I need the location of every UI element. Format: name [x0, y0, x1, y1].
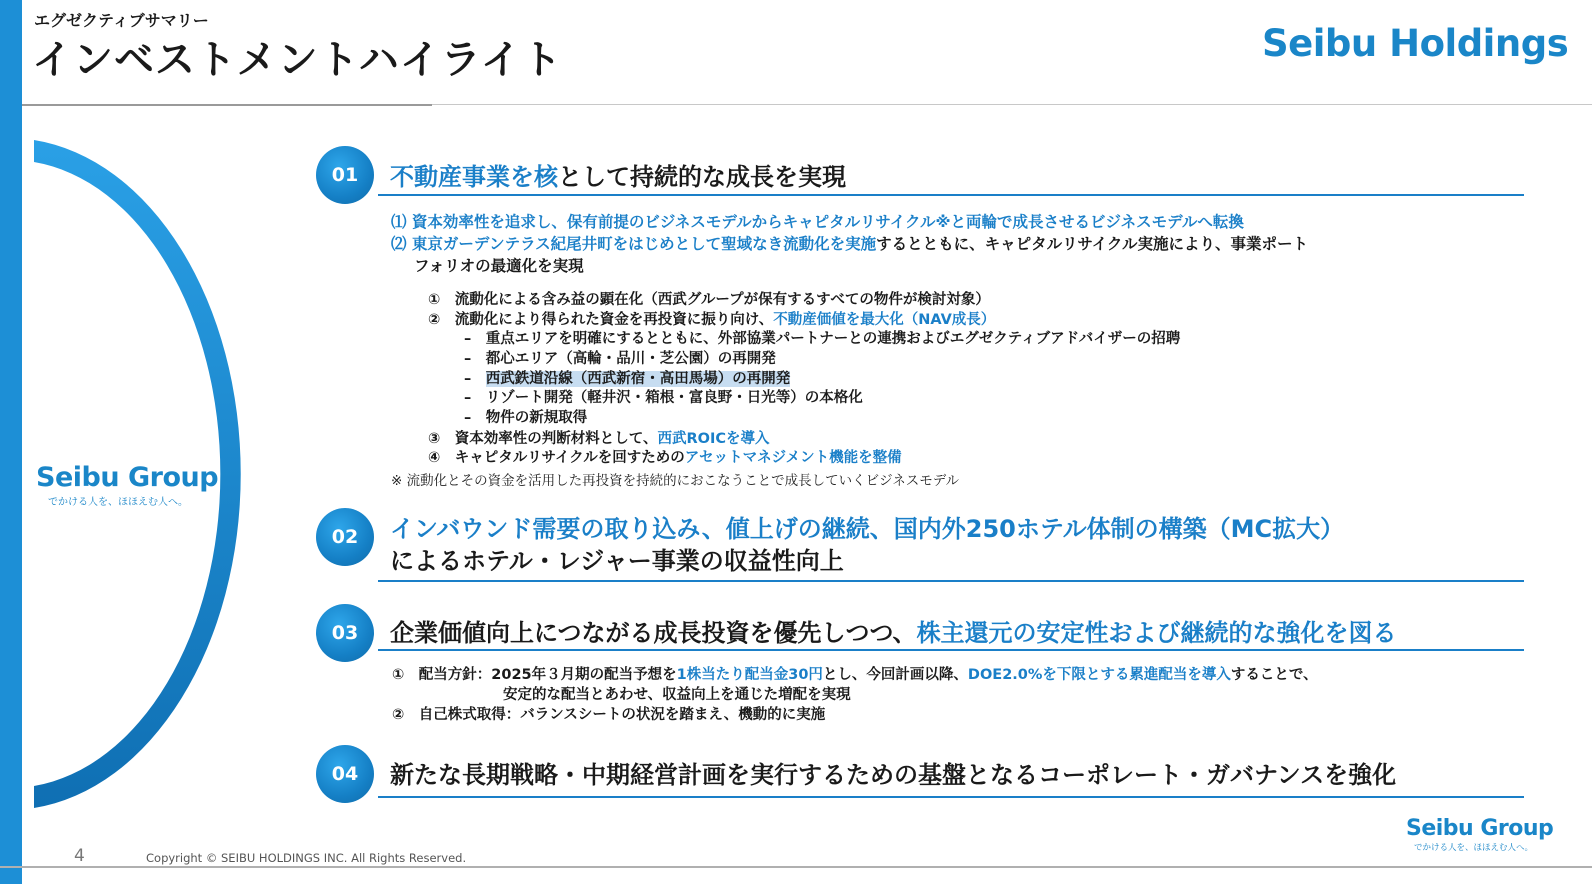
section-04-rule [378, 796, 1524, 798]
section-01-point-1: ⑴ 資本効率性を追求し、保有前提のビジネスモデルからキャピタルリサイクル※と両輪で成長させるビジネスモデルへ転換 [391, 213, 1244, 231]
section-01-subitem-3-highlighted: 西武鉄道沿線（西武新宿・高田馬場）の再開発 [485, 371, 791, 387]
section-02-number: 02 [316, 508, 374, 566]
section-01-item-1: ① 流動化による含み益の顕在化（西武グループが保有するすべての物件が検討対象） [428, 292, 990, 308]
copyright-text: Copyright © SEIBU HOLDINGS INC. All Rights Reserved. [146, 851, 467, 865]
footer-seibu-group-logo [1406, 816, 1553, 853]
seibu-group-logo-name: Seibu Group [36, 462, 219, 493]
section-01-item-3-highlight: 西武ROICを導入 [657, 431, 770, 447]
section-01-footnote: ※ 流動化とその資金を活用した再投資を持続的におこなうことで成長していくビジネスモデル [391, 473, 960, 489]
section-03-item-1-a: ① 配当方針：2025年３月期の配当予想を [392, 667, 677, 683]
section-01-item-2-text: ② 流動化により得られた資金を再投資に振り向け、 [428, 312, 774, 328]
page-subtitle: エグゼクティブサマリー [34, 11, 209, 30]
section-01-heading-rest: として持続的な成長を実現 [558, 163, 846, 191]
section-03-item-2: ② 自己株式取得：バランスシートの状況を踏まえ、機動的に実施 [392, 707, 826, 723]
section-03-heading-highlight: 株主還元の安定性および継続的な強化を図る [916, 619, 1397, 647]
section-01-heading [390, 157, 846, 192]
section-01-subitem-1: – 重点エリアを明確にするとともに、外部協業パートナーとの連携およびエグゼクティブアドバイザーの招聘 [464, 331, 1181, 347]
footer-logo-name: Seibu Group [1406, 816, 1554, 841]
section-03-heading-text: 企業価値向上につながる成長投資を優先しつつ、 [390, 619, 917, 647]
footer-divider [0, 866, 1592, 868]
section-01-rule [378, 194, 1524, 196]
section-01-item-2-highlight: 不動産価値を最大化（NAV成長） [773, 312, 996, 328]
footer-logo-tagline: でかける人を、ほほえむ人へ。 [1414, 843, 1534, 853]
left-accent-bar [0, 0, 22, 884]
section-01-subitem-5: – 物件の新規取得 [464, 410, 588, 426]
seibu-group-logo [36, 462, 218, 508]
section-02-heading-rest: によるホテル・レジャー事業の収益性向上 [390, 547, 844, 575]
section-03-number: 03 [316, 604, 374, 662]
section-03-item-1-e: することで、 [1230, 667, 1318, 683]
section-01-subitem-2: – 都心エリア（高輪・品川・芝公園）の再開発 [464, 351, 776, 367]
section-01-point-2-highlight: ⑵ 東京ガーデンテラス紀尾井町をはじめとして聖域なき流動化を実施 [391, 235, 877, 253]
section-02-rule [378, 580, 1524, 582]
section-01-item-4-highlight: アセットマネジメント機能を整備 [684, 450, 902, 466]
section-01-heading-highlight: 不動産事業を核 [390, 163, 558, 191]
section-01-subitem-3 [464, 367, 790, 388]
page-number: 4 [74, 846, 85, 866]
section-04-heading: 新たな長期戦略・中期経営計画を実行するための基盤となるコーポレート・ガバナンスを強化 [390, 761, 1397, 789]
seibu-holdings-logo: Seibu Holdings [1262, 22, 1569, 65]
section-03-rule [378, 649, 1524, 651]
section-01-item-4 [428, 446, 902, 467]
section-03-item-1-c: とし、今回計画以降、 [822, 667, 968, 683]
section-03-heading [390, 613, 1397, 648]
section-01-item-3-text: ③ 資本効率性の判断材料として、 [428, 431, 658, 447]
section-03-item-1-doe: DOE2.0%を下限とする累進配当を導入 [967, 667, 1231, 683]
section-01-number: 01 [316, 146, 374, 204]
section-02-heading-highlight: インバウンド需要の取り込み、値上げの継続、国内外250ホテル体制の構築（MC拡大） [390, 515, 1345, 543]
section-03-item-1-dividend: 1株当たり配当金30円 [676, 667, 823, 683]
section-01-point-2 [391, 232, 1308, 254]
section-03-item-1-continued: 安定的な配当とあわせ、収益向上を通じた増配を実現 [503, 687, 851, 703]
section-01-item-3 [428, 427, 770, 448]
section-01-point-2-continued: フォリオの最適化を実現 [414, 257, 584, 275]
section-04-number: 04 [316, 745, 374, 803]
section-01-item-2 [428, 308, 995, 329]
section-01-subitem-4: – リゾート開発（軽井沢・箱根・富良野・日光等）の本格化 [464, 390, 863, 406]
header-divider-accent [22, 104, 432, 106]
section-01-item-4-text: ④ キャピタルリサイクルを回すための [428, 450, 685, 466]
section-01-point-2-rest: するとともに、キャピタルリサイクル実施により、事業ポート [876, 235, 1308, 253]
page-title: インベストメントハイライト [32, 37, 563, 83]
seibu-group-logo-tagline: でかける人を、ほほえむ人へ。 [48, 497, 188, 508]
section-03-item-1 [392, 663, 1318, 684]
section-01-subitem-3-dash: – [464, 371, 486, 387]
